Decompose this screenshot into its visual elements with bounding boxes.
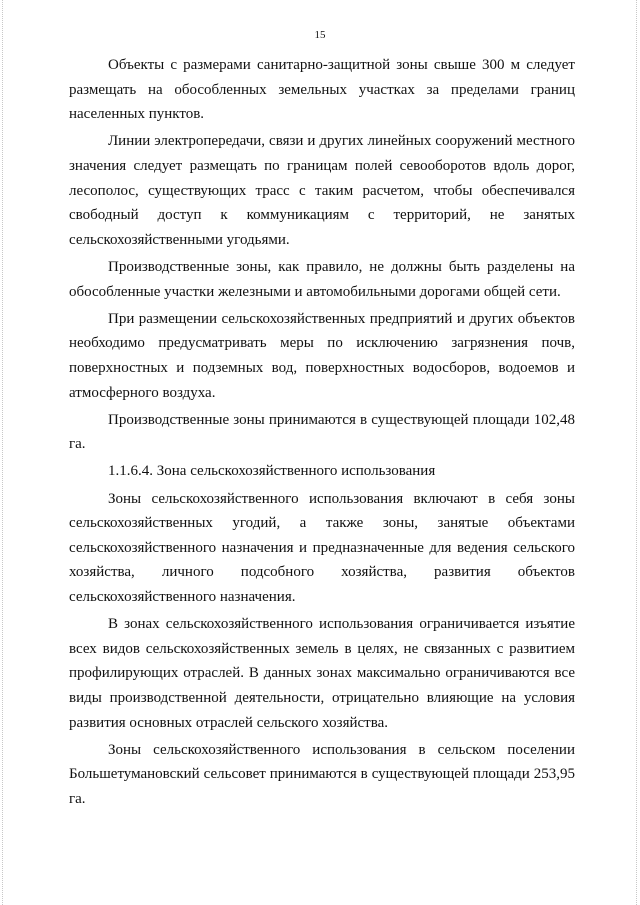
paragraph-pollution-measures: При размещении сельскохозяйственных предприятий и других объектов необходимо предусматривать меры по исключению загрязнения почв, поверхностных и подземных вод, поверхностных водосборов, водоемов и атмосферного воздуха.	[69, 310, 575, 401]
scan-edge-left	[2, 0, 3, 905]
section-heading: 1.1.6.4. Зона сельскохозяйственного использования	[108, 463, 436, 480]
paragraph-production-zones-roads: Производственные зоны, как правило, не должны быть разделены на обособленные участки железными и автомобильными дорогами общей сети.	[69, 258, 575, 300]
paragraph-agricultural-area: Зоны сельскохозяйственного использования в сельском поселении Большетумановский сельсовет принимаются в существующей площади 253,95 га.	[69, 741, 575, 807]
paragraph-power-lines: Линии электропередачи, связи и других линейных сооружений местного значения следует размещать по границам полей севооборотов вдоль дорог, лесополос, существующих трасс с таким расчетом, чтобы обеспечивался свободный доступ к коммуникациям с территорий, не занятых сельскохозяйственными угодьями.	[69, 133, 575, 248]
paragraph-production-zones-area: Производственные зоны принимаются в существующей площади 102,48 га.	[69, 411, 575, 453]
page-number: 15	[314, 29, 326, 41]
paragraph-sanitary-zone: Объекты с размерами санитарно-защитной зоны свыше 300 м следует размещать на обособленных земельных участках за пределами границ населенных пунктов.	[69, 57, 575, 123]
scan-edge-right	[636, 0, 637, 905]
paragraph-agricultural-zones: Зоны сельскохозяйственного использования включают в себя зоны сельскохозяйственных угодий, а также зоны, занятые объектами сельскохозяйственного назначения и предназначенные для ведения сельского хозяйства, личного подсобного хозяйства, развития объектов сельскохозяйственного назначения.	[69, 490, 575, 606]
paragraph-agricultural-restrictions: В зонах сельскохозяйственного использования ограничивается изъятие всех видов сельскохозяйственных земель в целях, не связанных с развитием профилирующих отраслей. В данных зонах максимально ограничиваются все виды производственной деятельности, отрицательно влияющие на условия развития основных отраслей сельского хозяйства.	[69, 616, 575, 731]
document-body	[69, 53, 575, 812]
